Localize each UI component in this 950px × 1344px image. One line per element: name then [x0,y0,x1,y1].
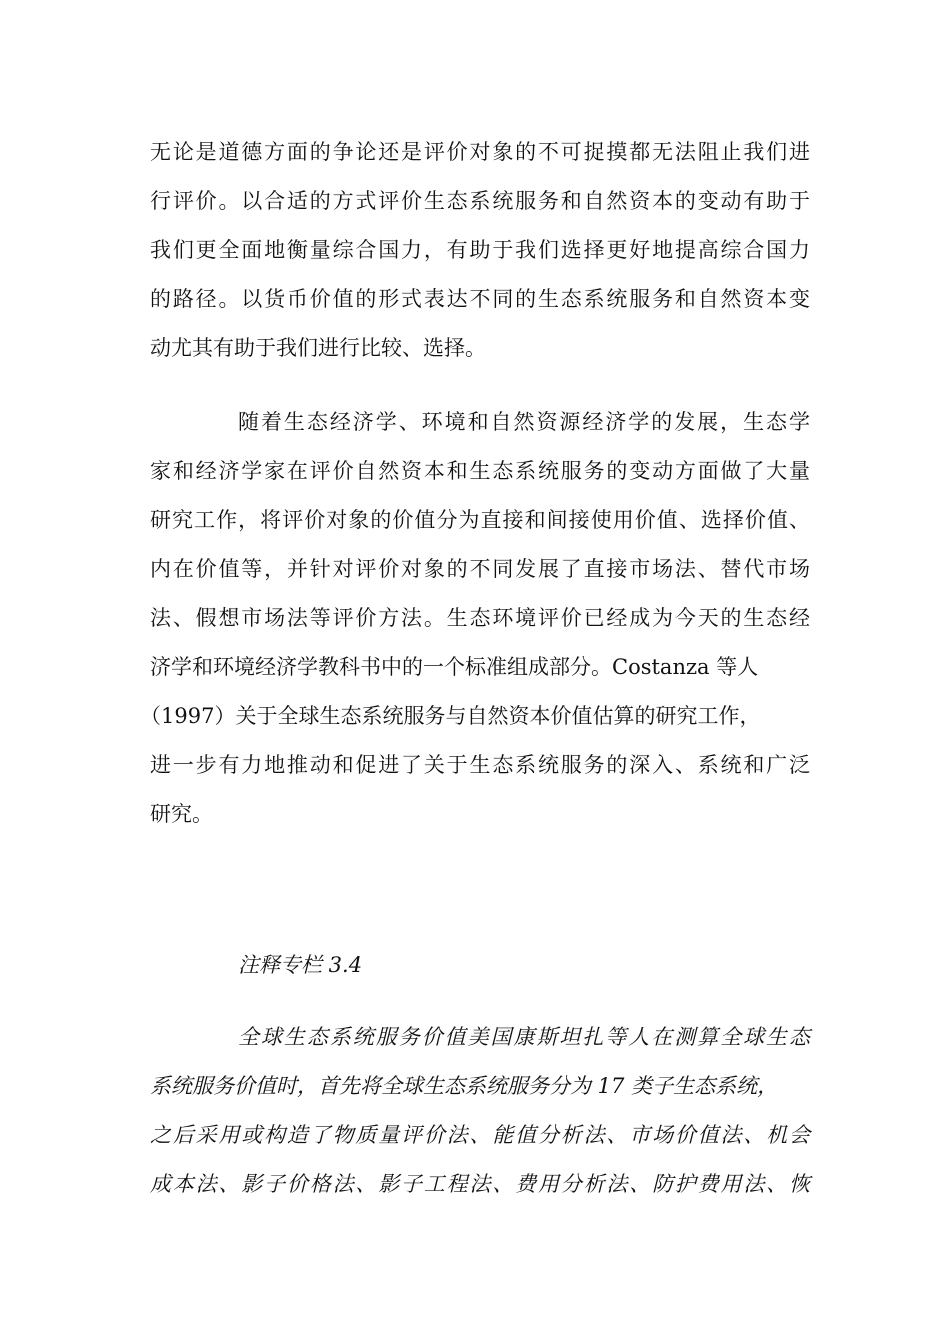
paragraph-1-line: 我们更全面地衡量综合国力，有助于我们选择更好地提高综合国力 [150,238,810,262]
paragraph-2-line: 进一步有力地推动和促进了关于生态系统服务的深入、系统和广泛 [150,753,810,777]
paragraph-2-line: 济学和环境经济学教科书中的一个标准组成部分。Costanza 等人 [150,655,759,679]
paragraph-1-line: 无论是道德方面的争论还是评价对象的不可捉摸都无法阻止我们进 [150,140,810,164]
paragraph-3-line: 全球生态系统服务价值美国康斯坦扎等人在测算全球生态 [238,1025,810,1049]
paragraph-3-line: 系统服务价值时，首先将全球生态系统服务分为 17 类子生态系统， [150,1074,779,1098]
paragraph-2-line: 法、假想市场法等评价方法。生态环境评价已经成为今天的生态经 [150,606,810,630]
paragraph-1-line: 行评价。以合适的方式评价生态系统服务和自然资本的变动有助于 [150,189,810,213]
paragraph-2-line: （1997）关于全球生态系统服务与自然资本价值估算的研究工作， [140,704,761,728]
paragraph-3-line: 之后采用或构造了物质量评价法、能值分析法、市场价值法、机会 [150,1123,810,1147]
paragraph-1-line: 的路径。以货币价值的形式表达不同的生态系统服务和自然资本变 [150,287,810,311]
paragraph-2-line: 研究工作，将评价对象的价值分为直接和间接使用价值、选择价值、 [150,508,810,532]
annotation-box-title: 注释专栏 3.4 [238,953,363,977]
paragraph-2-line: 研究。 [150,802,213,826]
paragraph-1-line: 动尤其有助于我们进行比较、选择。 [150,336,486,360]
paragraph-2-line: 内在价值等，并针对评价对象的不同发展了直接市场法、替代市场 [150,557,810,581]
paragraph-2-line: 家和经济学家在评价自然资本和生态系统服务的变动方面做了大量 [150,459,810,483]
paragraph-2-line: 随着生态经济学、环境和自然资源经济学的发展，生态学 [238,410,810,434]
paragraph-3-line: 成本法、影子价格法、影子工程法、费用分析法、防护费用法、恢 [150,1172,810,1196]
